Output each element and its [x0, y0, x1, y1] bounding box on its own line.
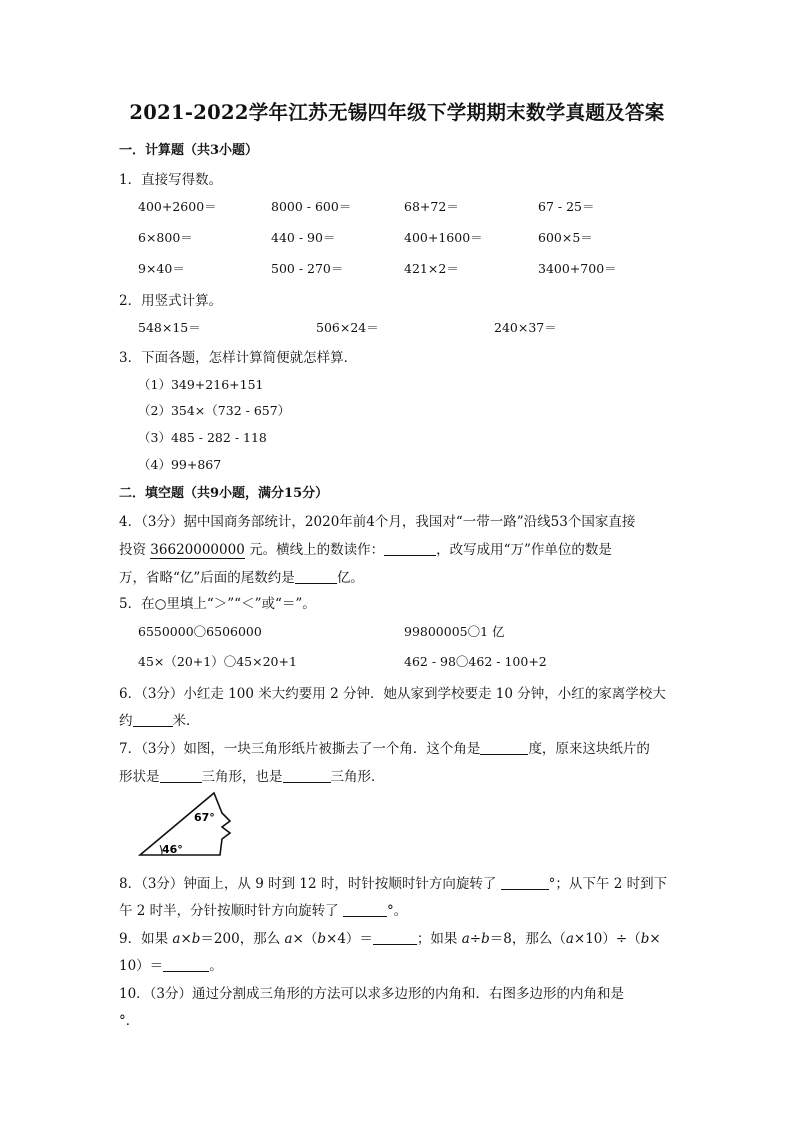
answer-blank[interactable] [295, 569, 337, 584]
q1-stem: 1．直接写得数。 [119, 172, 223, 188]
var-b: b [640, 931, 650, 947]
q9-text: ÷ [469, 931, 482, 947]
q9-text: 。 [209, 958, 223, 974]
q5-item: 99800005〇1 亿 [404, 624, 505, 639]
q10-line2: °． [119, 1013, 140, 1029]
q9-text: （ [303, 931, 318, 947]
q1-cell: 421×2＝ [404, 261, 459, 276]
section-1-heading: 一．计算题（共3小题） [119, 143, 259, 158]
q5-item: 6550000〇6506000 [138, 624, 262, 639]
section-2-heading: 二．填空题（共9小题，满分15分） [119, 486, 329, 501]
q1-cell: 6×800＝ [138, 230, 193, 245]
q9-line2 [119, 954, 223, 974]
q1-cell: 8000 - 600＝ [271, 199, 352, 214]
q3-stem: 3．下面各题，怎样计算简便就怎样算． [119, 350, 358, 366]
var-b: b [481, 931, 490, 947]
q8-text: °；从下午 2 时到下 [548, 876, 668, 892]
q4-text: ，改写成用“万”作单位的数是 [436, 542, 612, 558]
answer-blank[interactable] [384, 541, 436, 556]
answer-blank[interactable] [501, 875, 549, 890]
q1-cell: 400+2600＝ [138, 199, 217, 214]
q4-line2 [119, 538, 612, 558]
q3-item: （1）349+216+151 [138, 377, 264, 392]
q9-text: ＝200，那么 [200, 931, 285, 947]
q1-cell: 9×40＝ [138, 261, 185, 276]
q4-line3 [119, 566, 364, 586]
q6-line1: 6．（3分）小红走 100 米大约要用 2 分钟．她从家到学校要走 10 分钟，小红的家离学校大 [119, 686, 666, 702]
q3-item: （2）354×（732 - 657） [138, 403, 291, 418]
q7-line2 [119, 765, 385, 785]
answer-blank[interactable] [283, 768, 331, 783]
q7-text: 度，原来这块纸片的 [528, 741, 650, 757]
q4-text: 投资 [119, 542, 151, 558]
q9-text: × [649, 931, 661, 947]
answer-blank[interactable] [163, 957, 209, 972]
q1-cell: 3400+700＝ [538, 261, 617, 276]
q1-cell: 67 - 25＝ [538, 199, 595, 214]
q9-text: ；如果 [416, 931, 462, 947]
q5-item: 462 - 98〇462 - 100+2 [404, 654, 547, 669]
var-b: b [317, 931, 327, 947]
q4-line1: 4．（3分）据中国商务部统计，2020年前4个月，我国对“一带一路”沿线53个国家直接 [119, 514, 636, 530]
var-a: a [565, 931, 574, 947]
q8-line2 [119, 899, 407, 919]
q10-line1: 10．（3分）通过分割成三角形的方法可以求多边形的内角和．右图多边形的内角和是 [119, 986, 625, 1002]
q7-text: 7．（3分）如图，一块三角形纸片被撕去了一个角．这个角是 [119, 741, 481, 757]
answer-blank[interactable] [343, 902, 387, 917]
q8-text: 午 2 时半，分针按顺时针方向旋转了 [119, 903, 343, 919]
q9-text: × [292, 931, 304, 947]
q1-cell: 500 - 270＝ [271, 261, 344, 276]
q1-cell: 400+1600＝ [404, 230, 483, 245]
q6-text: 约 [119, 713, 133, 729]
q7-text: 形状是 [119, 769, 160, 785]
q4-text: 元。横线上的数读作： [244, 542, 385, 558]
q8-line1 [119, 872, 667, 892]
q4-number: 36620000000 [150, 542, 245, 558]
q3-item: （3）485 - 282 - 118 [138, 430, 267, 445]
q1-cell: 600×5＝ [538, 230, 593, 245]
answer-blank[interactable] [133, 712, 173, 727]
var-b: b [191, 931, 201, 947]
var-a: a [284, 931, 293, 947]
answer-blank[interactable] [480, 740, 528, 755]
q9-text: ×4）＝ [326, 931, 373, 947]
q4-text: 万，省略“亿”后面的尾数约是 [119, 570, 295, 586]
q9-text: × [180, 931, 192, 947]
q5-stem: 5．在○里填上“＞”“＜”或“＝”。 [119, 596, 316, 612]
q9-text: ＝8，那么（ [489, 931, 566, 947]
q7-text: 三角形． [330, 769, 385, 785]
answer-blank[interactable] [160, 768, 202, 783]
q9-text: ×10）÷（ [573, 931, 641, 947]
q9-text: 10）＝ [119, 958, 164, 974]
answer-blank[interactable] [373, 930, 417, 945]
q8-text: 8．（3分）钟面上，从 9 时到 12 时，时针按顺时针方向旋转了 [119, 876, 501, 892]
triangle-shape [140, 793, 230, 855]
torn-triangle-figure [136, 787, 236, 859]
q6-text: 米． [172, 713, 200, 729]
q2-stem: 2．用竖式计算。 [119, 293, 223, 309]
q5-item: 45×（20+1）〇45×20+1 [138, 654, 297, 669]
angle-label-46: 46° [162, 843, 183, 856]
var-a: a [461, 931, 470, 947]
angle-label-67: 67° [194, 811, 215, 824]
q2-item: 240×37＝ [494, 320, 557, 335]
q9-text: 9．如果 [119, 931, 173, 947]
var-a: a [172, 931, 181, 947]
q8-text: °。 [386, 903, 408, 919]
page-title: 2021-2022学年江苏无锡四年级下学期期末数学真题及答案 [129, 101, 665, 124]
q7-text: 三角形，也是 [201, 769, 283, 785]
q1-cell: 440 - 90＝ [271, 230, 336, 245]
q4-text: 亿。 [336, 570, 364, 586]
q2-item: 506×24＝ [316, 320, 379, 335]
q6-line2 [119, 709, 200, 729]
q7-line1 [119, 737, 650, 757]
q3-item: （4）99+867 [138, 457, 222, 472]
q1-cell: 68+72＝ [404, 199, 459, 214]
q2-item: 548×15＝ [138, 320, 201, 335]
q9-line1 [119, 927, 661, 947]
